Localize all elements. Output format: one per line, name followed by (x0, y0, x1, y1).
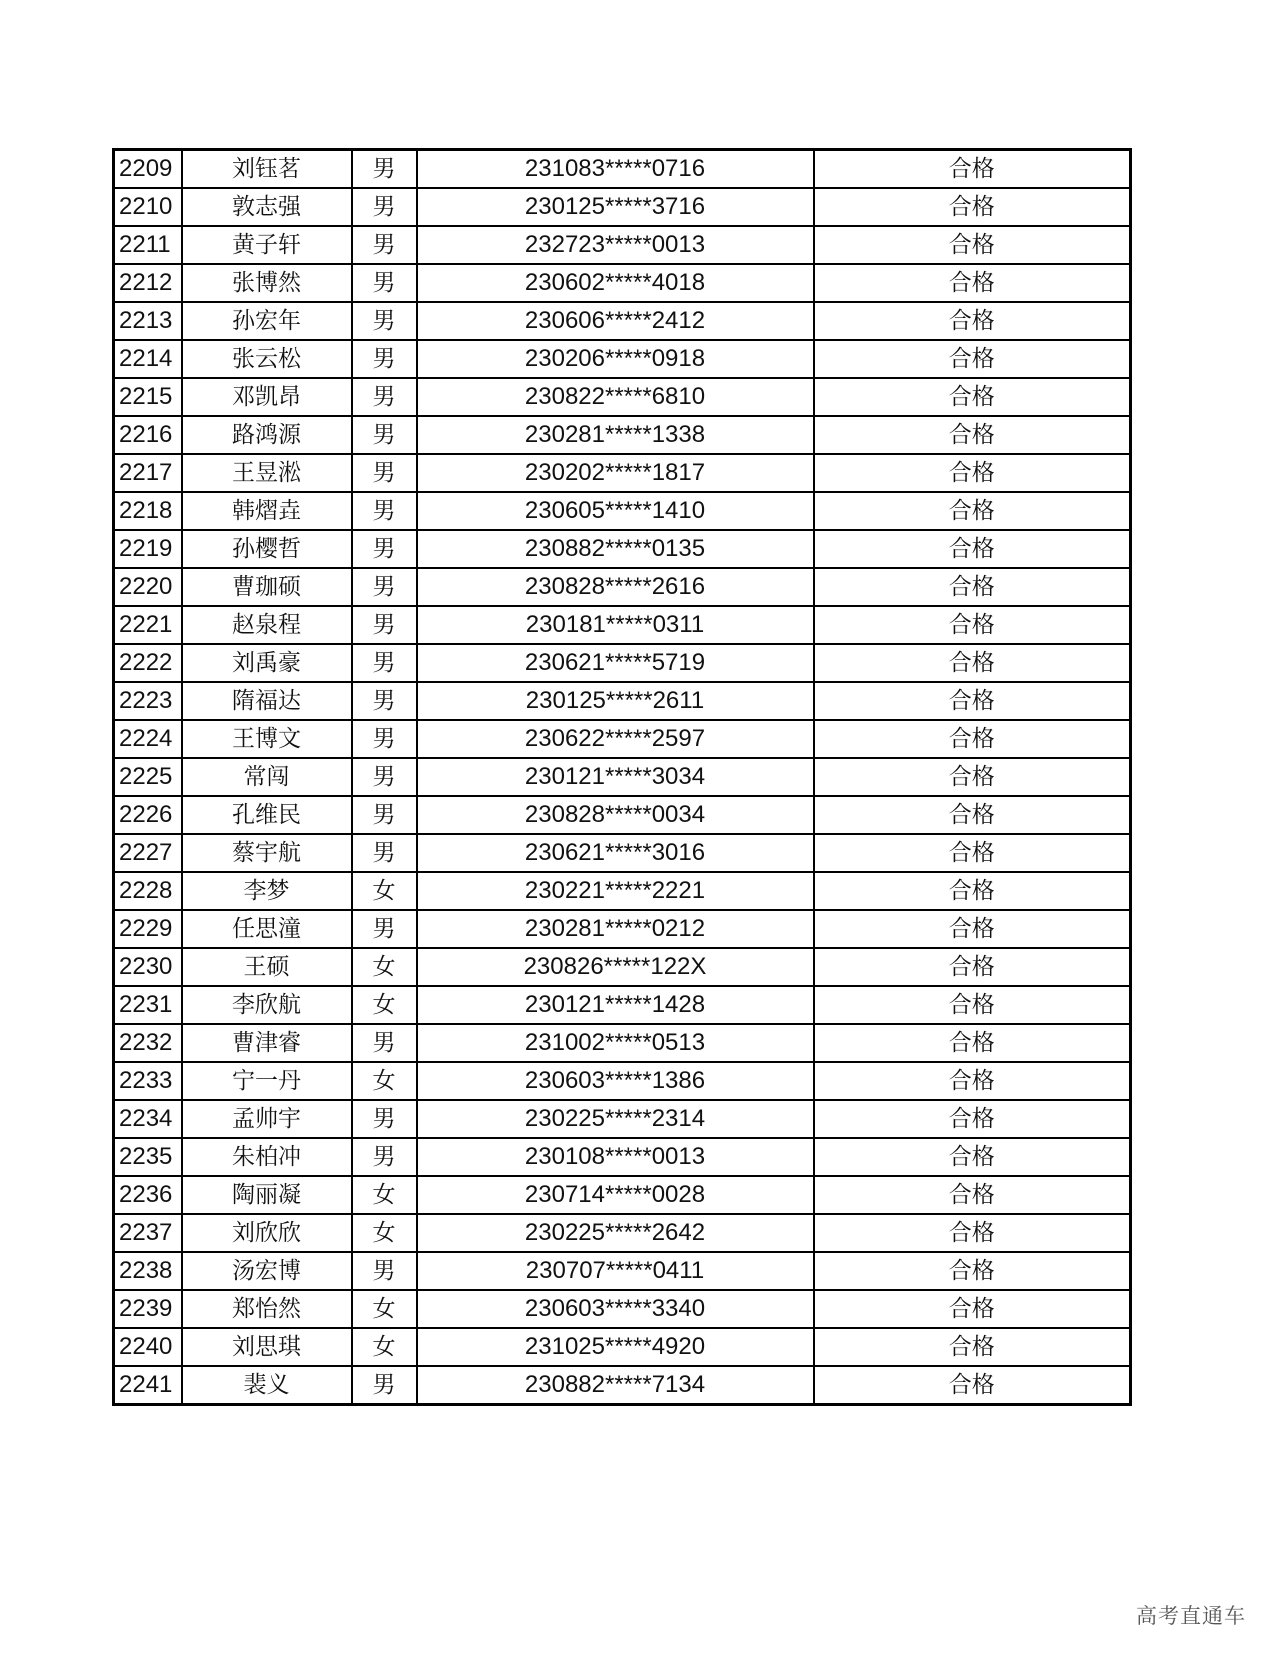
id-number-cell: 230826*****122X (417, 948, 814, 986)
result-cell: 合格 (814, 606, 1131, 644)
id-number-cell: 230621*****5719 (417, 644, 814, 682)
row-number-cell: 2218 (114, 492, 182, 530)
id-number-cell: 230882*****7134 (417, 1366, 814, 1405)
id-number-cell: 231002*****0513 (417, 1024, 814, 1062)
table-row (114, 1328, 1131, 1366)
row-number-cell: 2212 (114, 264, 182, 302)
result-cell: 合格 (814, 378, 1131, 416)
gender-cell: 男 (352, 492, 417, 530)
table-row (114, 720, 1131, 758)
row-number-cell: 2215 (114, 378, 182, 416)
gender-cell: 女 (352, 1062, 417, 1100)
table-row (114, 872, 1131, 910)
result-cell: 合格 (814, 1252, 1131, 1290)
row-number-cell: 2227 (114, 834, 182, 872)
row-number-cell: 2216 (114, 416, 182, 454)
result-cell: 合格 (814, 416, 1131, 454)
results-table (112, 148, 1132, 1406)
table-row (114, 1290, 1131, 1328)
name-cell: 赵泉程 (182, 606, 352, 644)
row-number-cell: 2239 (114, 1290, 182, 1328)
id-number-cell: 230603*****1386 (417, 1062, 814, 1100)
gender-cell: 男 (352, 150, 417, 189)
table-row (114, 910, 1131, 948)
row-number-cell: 2224 (114, 720, 182, 758)
name-cell: 常闯 (182, 758, 352, 796)
row-number-cell: 2221 (114, 606, 182, 644)
result-cell: 合格 (814, 568, 1131, 606)
result-cell: 合格 (814, 758, 1131, 796)
gender-cell: 女 (352, 986, 417, 1024)
id-number-cell: 230828*****2616 (417, 568, 814, 606)
table-row (114, 188, 1131, 226)
row-number-cell: 2233 (114, 1062, 182, 1100)
id-number-cell: 230202*****1817 (417, 454, 814, 492)
id-number-cell: 230206*****0918 (417, 340, 814, 378)
gender-cell: 女 (352, 1176, 417, 1214)
row-number-cell: 2234 (114, 1100, 182, 1138)
row-number-cell: 2222 (114, 644, 182, 682)
gender-cell: 男 (352, 378, 417, 416)
name-cell: 蔡宇航 (182, 834, 352, 872)
table-row (114, 606, 1131, 644)
gender-cell: 男 (352, 568, 417, 606)
gender-cell: 男 (352, 1024, 417, 1062)
name-cell: 隋福达 (182, 682, 352, 720)
result-cell: 合格 (814, 302, 1131, 340)
id-number-cell: 231025*****4920 (417, 1328, 814, 1366)
watermark-text: 高考直通车 (1136, 1604, 1246, 1628)
gender-cell: 男 (352, 530, 417, 568)
table-row (114, 454, 1131, 492)
id-number-cell: 230621*****3016 (417, 834, 814, 872)
gender-cell: 男 (352, 188, 417, 226)
row-number-cell: 2226 (114, 796, 182, 834)
name-cell: 张云松 (182, 340, 352, 378)
name-cell: 孙宏年 (182, 302, 352, 340)
row-number-cell: 2241 (114, 1366, 182, 1405)
id-number-cell: 230605*****1410 (417, 492, 814, 530)
row-number-cell: 2211 (114, 226, 182, 264)
table-row (114, 1176, 1131, 1214)
gender-cell: 男 (352, 1138, 417, 1176)
table-row (114, 758, 1131, 796)
gender-cell: 男 (352, 1366, 417, 1405)
id-number-cell: 232723*****0013 (417, 226, 814, 264)
table-row (114, 1100, 1131, 1138)
id-number-cell: 230828*****0034 (417, 796, 814, 834)
gender-cell: 男 (352, 454, 417, 492)
result-cell: 合格 (814, 682, 1131, 720)
result-cell: 合格 (814, 188, 1131, 226)
id-number-cell: 230822*****6810 (417, 378, 814, 416)
row-number-cell: 2229 (114, 910, 182, 948)
result-cell: 合格 (814, 948, 1131, 986)
gender-cell: 男 (352, 606, 417, 644)
name-cell: 王博文 (182, 720, 352, 758)
id-number-cell: 230225*****2314 (417, 1100, 814, 1138)
result-cell: 合格 (814, 264, 1131, 302)
result-cell: 合格 (814, 872, 1131, 910)
row-number-cell: 2214 (114, 340, 182, 378)
name-cell: 刘思琪 (182, 1328, 352, 1366)
id-number-cell: 230125*****3716 (417, 188, 814, 226)
gender-cell: 女 (352, 872, 417, 910)
id-number-cell: 230622*****2597 (417, 720, 814, 758)
result-cell: 合格 (814, 492, 1131, 530)
result-cell: 合格 (814, 340, 1131, 378)
result-cell: 合格 (814, 1176, 1131, 1214)
table-row (114, 264, 1131, 302)
table-row (114, 1366, 1131, 1405)
table-row (114, 1024, 1131, 1062)
name-cell: 宁一丹 (182, 1062, 352, 1100)
row-number-cell: 2231 (114, 986, 182, 1024)
result-cell: 合格 (814, 1024, 1131, 1062)
name-cell: 孟帅宇 (182, 1100, 352, 1138)
gender-cell: 男 (352, 720, 417, 758)
row-number-cell: 2210 (114, 188, 182, 226)
id-number-cell: 230108*****0013 (417, 1138, 814, 1176)
row-number-cell: 2217 (114, 454, 182, 492)
table-row (114, 948, 1131, 986)
table-row (114, 416, 1131, 454)
result-cell: 合格 (814, 720, 1131, 758)
name-cell: 李欣航 (182, 986, 352, 1024)
name-cell: 曹津睿 (182, 1024, 352, 1062)
row-number-cell: 2236 (114, 1176, 182, 1214)
result-cell: 合格 (814, 1290, 1131, 1328)
name-cell: 路鸿源 (182, 416, 352, 454)
result-cell: 合格 (814, 530, 1131, 568)
result-cell: 合格 (814, 1214, 1131, 1252)
gender-cell: 男 (352, 1100, 417, 1138)
id-number-cell: 230603*****3340 (417, 1290, 814, 1328)
result-cell: 合格 (814, 1062, 1131, 1100)
name-cell: 孙樱哲 (182, 530, 352, 568)
id-number-cell: 230221*****2221 (417, 872, 814, 910)
gender-cell: 女 (352, 1214, 417, 1252)
gender-cell: 男 (352, 644, 417, 682)
name-cell: 黄子轩 (182, 226, 352, 264)
table-row (114, 834, 1131, 872)
gender-cell: 男 (352, 416, 417, 454)
name-cell: 汤宏博 (182, 1252, 352, 1290)
name-cell: 王硕 (182, 948, 352, 986)
id-number-cell: 230281*****0212 (417, 910, 814, 948)
name-cell: 张博然 (182, 264, 352, 302)
result-cell: 合格 (814, 1100, 1131, 1138)
gender-cell: 男 (352, 834, 417, 872)
table-row (114, 378, 1131, 416)
id-number-cell: 230606*****2412 (417, 302, 814, 340)
result-cell: 合格 (814, 986, 1131, 1024)
table-row (114, 492, 1131, 530)
name-cell: 朱柏冲 (182, 1138, 352, 1176)
table-row (114, 644, 1131, 682)
id-number-cell: 230181*****0311 (417, 606, 814, 644)
table-row (114, 302, 1131, 340)
results-table-body (114, 150, 1131, 1405)
gender-cell: 男 (352, 682, 417, 720)
name-cell: 任思潼 (182, 910, 352, 948)
table-row (114, 340, 1131, 378)
result-cell: 合格 (814, 454, 1131, 492)
row-number-cell: 2232 (114, 1024, 182, 1062)
name-cell: 曹珈硕 (182, 568, 352, 606)
gender-cell: 男 (352, 758, 417, 796)
name-cell: 刘欣欣 (182, 1214, 352, 1252)
id-number-cell: 230121*****1428 (417, 986, 814, 1024)
name-cell: 韩熠垚 (182, 492, 352, 530)
name-cell: 王昱淞 (182, 454, 352, 492)
name-cell: 刘钰茗 (182, 150, 352, 189)
id-number-cell: 230714*****0028 (417, 1176, 814, 1214)
row-number-cell: 2225 (114, 758, 182, 796)
row-number-cell: 2240 (114, 1328, 182, 1366)
table-row (114, 150, 1131, 189)
name-cell: 裴义 (182, 1366, 352, 1405)
result-cell: 合格 (814, 644, 1131, 682)
gender-cell: 男 (352, 302, 417, 340)
id-number-cell: 230882*****0135 (417, 530, 814, 568)
table-row (114, 530, 1131, 568)
table-row (114, 796, 1131, 834)
name-cell: 邓凯昂 (182, 378, 352, 416)
table-row (114, 568, 1131, 606)
id-number-cell: 230602*****4018 (417, 264, 814, 302)
table-row (114, 986, 1131, 1024)
row-number-cell: 2230 (114, 948, 182, 986)
table-row (114, 1252, 1131, 1290)
table-row (114, 1214, 1131, 1252)
gender-cell: 男 (352, 264, 417, 302)
name-cell: 刘禹豪 (182, 644, 352, 682)
name-cell: 陶丽凝 (182, 1176, 352, 1214)
row-number-cell: 2238 (114, 1252, 182, 1290)
gender-cell: 男 (352, 796, 417, 834)
row-number-cell: 2220 (114, 568, 182, 606)
gender-cell: 女 (352, 1328, 417, 1366)
id-number-cell: 231083*****0716 (417, 150, 814, 189)
gender-cell: 男 (352, 1252, 417, 1290)
result-cell: 合格 (814, 1366, 1131, 1405)
result-cell: 合格 (814, 1138, 1131, 1176)
id-number-cell: 230707*****0411 (417, 1252, 814, 1290)
gender-cell: 男 (352, 340, 417, 378)
gender-cell: 女 (352, 1290, 417, 1328)
result-cell: 合格 (814, 150, 1131, 189)
result-cell: 合格 (814, 226, 1131, 264)
result-cell: 合格 (814, 796, 1131, 834)
table-row (114, 1062, 1131, 1100)
row-number-cell: 2213 (114, 302, 182, 340)
result-cell: 合格 (814, 910, 1131, 948)
row-number-cell: 2235 (114, 1138, 182, 1176)
id-number-cell: 230121*****3034 (417, 758, 814, 796)
table-row (114, 1138, 1131, 1176)
name-cell: 敦志强 (182, 188, 352, 226)
row-number-cell: 2219 (114, 530, 182, 568)
name-cell: 李梦 (182, 872, 352, 910)
gender-cell: 男 (352, 226, 417, 264)
gender-cell: 男 (352, 910, 417, 948)
result-cell: 合格 (814, 1328, 1131, 1366)
gender-cell: 女 (352, 948, 417, 986)
name-cell: 郑怡然 (182, 1290, 352, 1328)
row-number-cell: 2209 (114, 150, 182, 189)
row-number-cell: 2223 (114, 682, 182, 720)
name-cell: 孔维民 (182, 796, 352, 834)
id-number-cell: 230125*****2611 (417, 682, 814, 720)
table-row (114, 226, 1131, 264)
row-number-cell: 2228 (114, 872, 182, 910)
id-number-cell: 230281*****1338 (417, 416, 814, 454)
id-number-cell: 230225*****2642 (417, 1214, 814, 1252)
result-cell: 合格 (814, 834, 1131, 872)
row-number-cell: 2237 (114, 1214, 182, 1252)
table-row (114, 682, 1131, 720)
